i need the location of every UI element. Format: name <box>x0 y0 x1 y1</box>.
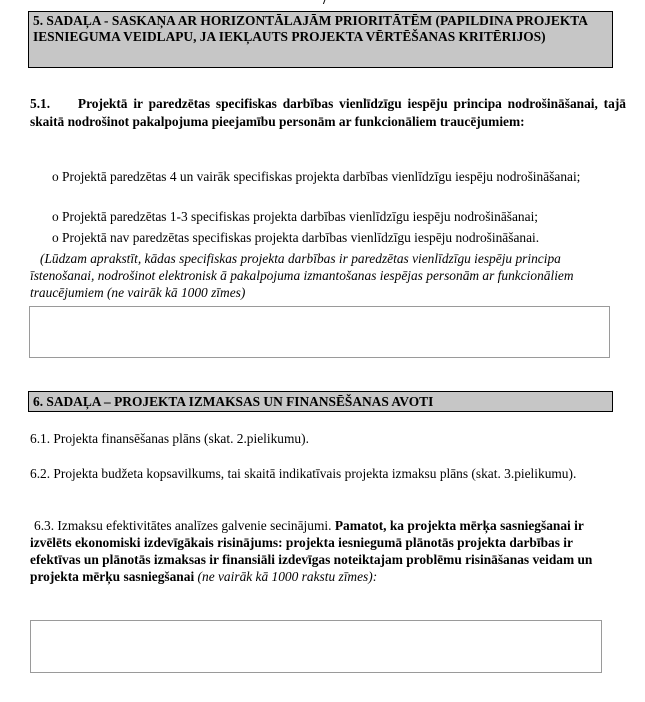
instruction-5-1-text: (Lūdzam aprakstīt, kādas specifiskas projekta darbības ir paredzētas vienlīdzīgu iespēju principa īstenošanai, nodrošinot elektronisk ā pakalpojuma izmantošanas iespējas personām ar funkcionāliem traucējumiem (ne vairāk kā 1000 zīmes) <box>30 251 574 300</box>
section-5-title: 5. SADAĻA - SASKAŅA AR HORIZONTĀLAJĀM PRIORITĀTĒM (PAPILDINA PROJEKTA IESNIEGUMA VEIDLAPU, JA IEKĻAUTS PROJEKTA VĒRTĒŠANAS KRITĒRIJOS) <box>33 13 588 44</box>
scan-mark <box>323 0 326 4</box>
item-6-3-lead: 6.3. Izmaksu efektivitātes analīzes galvenie secinājumi. <box>34 518 332 533</box>
option-1-3-label: o Projektā paredzētas 1-3 specifiskas projekta darbības vienlīdzīgu iespēju nodrošināšanai; <box>52 209 539 224</box>
answer-box-5-1[interactable] <box>29 306 610 358</box>
item-6-3-italic: (ne vairāk kā 1000 rakstu zīmes): <box>197 569 378 584</box>
item-6-1-text: 6.1. Projekta finansēšanas plāns (skat. 2.pielikumu). <box>30 431 309 446</box>
answer-box-6-3[interactable] <box>30 620 602 673</box>
item-6-2 <box>30 465 600 483</box>
option-4-plus[interactable] <box>30 168 626 186</box>
instruction-5-1 <box>30 250 610 301</box>
section-5-header <box>28 11 613 68</box>
section-6-title: 6. SADAĻA – PROJEKTA IZMAKSAS UN FINANSĒŠANAS AVOTI <box>33 394 434 409</box>
option-none-label: o Projektā nav paredzētas specifiskas projekta darbības vienlīdzīgu iespēju nodrošināšanai. <box>52 230 540 245</box>
question-5-1-text: Projektā ir paredzētas specifiskas darbības vienlīdzīgu iespēju principa nodrošināšanai, tajā skaitā nodrošinot pakalpojuma pieejamību personām ar funkcionāliem traucējumiem: <box>30 96 626 129</box>
item-6-2-text: 6.2. Projekta budžeta kopsavilkums, tai skaitā indikatīvais projekta izmaksu plāns (skat. 3.pielikumu). <box>30 466 577 481</box>
item-6-3-bold: Pamatot, ka projekta mērķa sasniegšanai ir izvēlēts ekonomiski izdevīgākais risinājums: projekta iesniegumā plānotās projekta darbības ir efektīvas un plānotās izmaksas ir finansiāli izdevīgas noteiktajam problēmu risināšanas veidam un projekta mērķu sasniegšanai <box>30 518 593 584</box>
section-6-header <box>28 391 613 412</box>
option-4-plus-label: o Projektā paredzētas 4 un vairāk specifiskas projekta darbības vienlīdzīgu iespēju nodrošināšanai; <box>52 169 581 184</box>
item-6-3 <box>30 517 605 585</box>
question-5-1 <box>30 95 626 130</box>
question-5-1-number: 5.1. <box>30 96 51 111</box>
option-1-3[interactable] <box>52 208 626 226</box>
option-none[interactable] <box>52 229 626 247</box>
item-6-1 <box>30 430 620 448</box>
